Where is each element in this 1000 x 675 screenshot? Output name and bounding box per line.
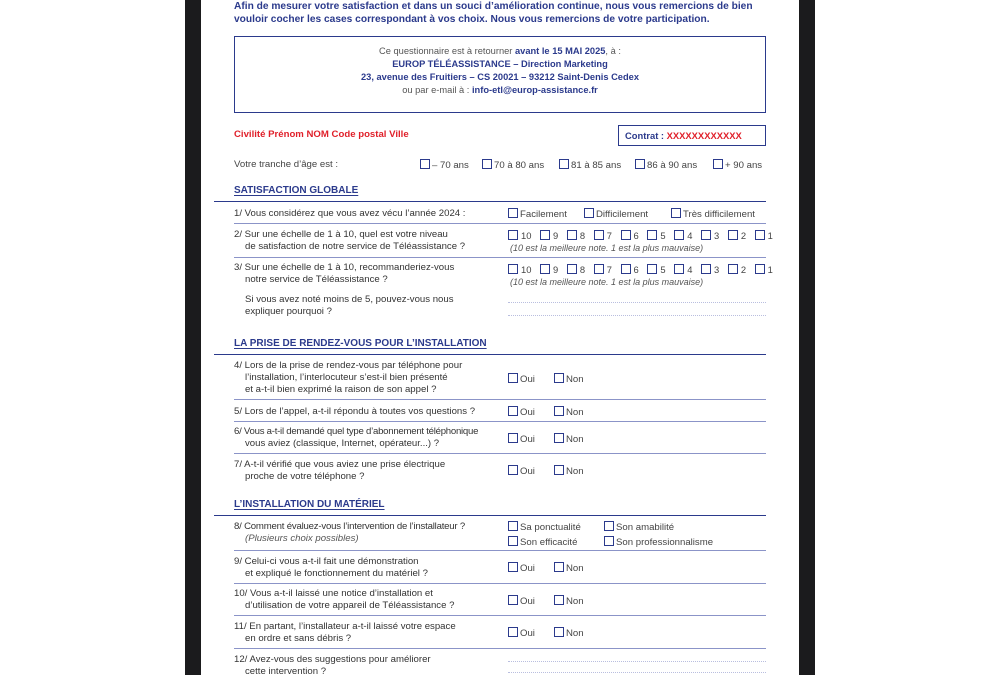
row-divider [234,421,766,422]
email-prefix: ou par e-mail à : [402,85,470,95]
checkbox[interactable] [540,230,550,240]
age-option-81-85[interactable] [559,159,621,171]
question-text: 9/ Celui-ci vous a-t-il fait une démonstration [234,556,419,567]
option-label: Son efficacité [520,537,578,548]
question-text: notre service de Téléassistance ? [245,274,388,285]
option-label: 70 à 80 ans [494,160,545,171]
row-divider [234,257,766,258]
row-divider [234,648,766,649]
question-10 [234,588,502,612]
scale-option-5[interactable] [647,264,668,275]
checkbox[interactable] [713,159,723,169]
scale-option-7[interactable] [594,264,615,275]
scale-option-2[interactable] [728,230,749,241]
scale-option-6[interactable] [621,230,642,241]
scale-option-5[interactable] [647,230,668,241]
question-text: 6/ Vous a-t-il demandé quel type d’abonnement téléphonique [234,426,479,437]
scale-label: 3 [714,230,720,241]
question-text: vous aviez (classique, Internet, opérateur...) ? [245,438,440,449]
row-divider [234,399,766,400]
question-hint: (Plusieurs choix possibles) [245,533,359,544]
scale-label: 10 [521,230,532,241]
question-1 [234,208,534,220]
scale-label: 10 [521,264,532,275]
option-label: Oui [520,628,535,639]
question-11 [234,621,502,645]
checkbox[interactable] [604,521,614,531]
scale-note: (10 est la meilleure note. 1 est la plus mauvaise) [510,243,704,253]
question-3 [234,262,502,286]
return-email-link[interactable]: info-etl@europ-assistance.fr [471,85,598,95]
option-label: Non [566,407,584,418]
checkbox[interactable] [508,264,518,274]
option-label: – 70 ans [432,160,469,171]
checkbox[interactable] [647,264,657,274]
question-6 [234,426,504,450]
checkbox[interactable] [540,264,550,274]
option-label: Non [566,374,584,385]
option-label: Oui [520,596,535,607]
return-deadline [235,45,765,58]
question-text: d’utilisation de votre appareil de Téléassistance ? [245,600,455,611]
scale-option-8[interactable] [567,264,588,275]
checkbox[interactable] [508,562,518,572]
q7-yes[interactable] [508,465,535,477]
scale-label: 6 [633,264,639,275]
section-divider [214,201,766,202]
q8-option-kindness[interactable] [604,521,674,533]
q8-option-punctuality[interactable] [508,521,581,533]
question-12 [234,654,502,675]
scale-label: 9 [553,230,559,241]
q7-no[interactable] [554,465,584,477]
q8-option-efficiency[interactable] [508,536,577,548]
checkbox[interactable] [420,159,430,169]
row-divider [234,615,766,616]
option-label: Non [566,466,584,477]
checkbox[interactable] [755,230,765,240]
scale-label: 2 [740,264,747,275]
checkbox[interactable] [621,230,631,240]
return-post: , à : [605,46,621,56]
question-text: 11/ En partant, l’installateur a-t-il laissé votre espace [234,621,456,632]
question-text: proche de votre téléphone ? [245,471,365,482]
q10-yes[interactable] [508,595,535,607]
question-text: 7/ A-t-il vérifié que vous aviez une prise électrique [234,459,446,470]
scale-option-3[interactable] [701,230,722,241]
option-label: Très difficilement [683,209,755,220]
question-text: 10/ Vous a-t-il laissé une notice d’installation et [234,588,433,599]
checkbox[interactable] [594,264,604,274]
scale-option-9[interactable] [540,230,561,241]
question-8 [234,521,509,545]
q6-yes[interactable] [508,433,535,445]
checkbox[interactable] [604,536,614,546]
row-divider [234,453,766,454]
checkbox[interactable] [594,230,604,240]
q11-no[interactable] [554,627,584,639]
question-4 [234,360,502,396]
checkbox[interactable] [508,595,518,605]
checkbox[interactable] [554,627,564,637]
checkbox[interactable] [482,159,492,169]
question-text: Si vous avez noté moins de 5, pouvez-vous nous [245,294,454,305]
checkbox[interactable] [508,406,518,416]
question-text: de satisfaction de notre service de Téléassistance ? [245,241,466,252]
section-divider [214,354,766,355]
checkbox[interactable] [674,264,684,274]
scale-label: 5 [660,230,666,241]
section-title-installation: L’INSTALLATION DU MATÉRIEL [234,499,385,510]
row-divider [234,583,766,584]
checkbox[interactable] [508,230,518,240]
contract-number: XXXXXXXXXXXX [666,130,742,141]
scale-option-10[interactable] [508,264,534,275]
contract-label: Contrat : [625,130,665,141]
row-divider [234,550,766,551]
scale-label: 4 [687,264,693,275]
option-label: + 90 ans [725,160,763,171]
question-2 [234,229,502,253]
row-divider [234,223,766,224]
checkbox[interactable] [635,159,645,169]
checkbox[interactable] [508,373,518,383]
scale-option-1[interactable] [755,264,776,275]
question-text: et expliqué le fonctionnement du matériel ? [245,568,428,579]
scale-label: 6 [633,230,639,241]
scale-option-2[interactable] [728,264,749,275]
question-text: expliquer pourquoi ? [245,306,332,317]
answer-line[interactable] [508,672,766,673]
scale-label: 8 [579,230,586,241]
question-9 [234,556,502,580]
checkbox[interactable] [647,230,657,240]
checkbox[interactable] [701,230,711,240]
option-label: Son amabilité [616,522,675,533]
scale-label: 3 [714,264,720,275]
question-text: et a-t-il bien exprimé la raison de son appel ? [245,384,437,395]
age-option-under-70[interactable] [420,159,469,171]
checkbox[interactable] [508,536,518,546]
option-label: 81 à 85 ans [571,160,622,171]
question-7 [234,459,502,483]
scale-label: 8 [579,264,586,275]
q5-no[interactable] [554,406,584,418]
scale-label: 5 [660,264,666,275]
checkbox[interactable] [508,433,518,443]
option-label: Son professionnalisme [616,537,714,548]
question-text: 5/ Lors de l’appel, a-t-il répondu à toutes vos questions ? [234,406,476,417]
age-option-70-80[interactable] [482,159,544,171]
scale-option-9[interactable] [540,264,561,275]
q6-no[interactable] [554,433,584,445]
question-text: 1/ Vous considérez que vous avez vécu l’année 2024 : [234,208,466,219]
option-label: 86 à 90 ans [647,160,698,171]
scale-label: 1 [767,264,773,275]
checkbox[interactable] [554,433,564,443]
identity-fields: Civilité Prénom NOM Code postal Ville [234,129,409,140]
option-label: Facilement [520,209,567,220]
answer-line[interactable] [508,315,766,316]
checkbox[interactable] [701,264,711,274]
question-text: en ordre et sans débris ? [245,633,352,644]
checkbox[interactable] [554,562,564,572]
checkbox[interactable] [584,208,594,218]
option-label: Oui [520,563,535,574]
question-5 [234,406,504,418]
question-text: 4/ Lors de la prise de rendez-vous par téléphone pour [234,360,463,371]
option-label: Non [566,563,584,574]
tablet-screen [201,0,799,675]
checkbox[interactable] [508,627,518,637]
checkbox[interactable] [674,230,684,240]
intro-line-1: Afin de mesurer votre satisfaction et dans un souci d’amélioration continue, nous vous remercions de bien [234,1,753,12]
section-divider [214,515,766,516]
question-text: cette intervention ? [245,666,327,675]
checkbox[interactable] [567,230,577,240]
checkbox[interactable] [671,208,681,218]
scale-option-7[interactable] [594,230,615,241]
q8-option-professionalism[interactable] [604,536,713,548]
checkbox[interactable] [508,208,518,218]
scale-note: (10 est la meilleure note. 1 est la plus mauvaise) [510,277,704,287]
return-company: EUROP TÉLÉASSISTANCE – Direction Marketing [392,59,608,69]
age-option-86-90[interactable] [635,159,697,171]
q1-option-difficult[interactable] [584,208,648,220]
answer-line[interactable] [508,661,766,662]
q3-scale [508,264,779,275]
checkbox[interactable] [508,521,518,531]
checkbox[interactable] [508,465,518,475]
q2-scale [508,230,779,241]
return-pre: Ce questionnaire est à retourner [379,46,513,56]
scale-label: 4 [687,230,693,241]
q10-no[interactable] [554,595,584,607]
question-text: 3/ Sur une échelle de 1 à 10, recommanderiez-vous [234,262,455,273]
option-label: Oui [520,466,535,477]
q11-yes[interactable] [508,627,535,639]
scale-label: 9 [553,264,559,275]
checkbox[interactable] [554,465,564,475]
section-title-appointment: LA PRISE DE RENDEZ-VOUS POUR L’INSTALLATION [234,338,487,349]
scale-option-10[interactable] [508,230,534,241]
option-label: Sa ponctualité [520,522,581,533]
checkbox[interactable] [567,264,577,274]
checkbox[interactable] [728,230,738,240]
scale-option-4[interactable] [674,264,695,275]
checkbox[interactable] [554,595,564,605]
q1-option-easily[interactable] [508,208,567,220]
scale-option-3[interactable] [701,264,722,275]
checkbox[interactable] [559,159,569,169]
section-title-global-satisfaction: SATISFACTION GLOBALE [234,185,359,196]
age-option-over-90[interactable] [713,159,762,171]
question-text: 12/ Avez-vous des suggestions pour améliorer [234,654,431,665]
q4-no[interactable] [554,373,584,385]
scale-label: 7 [606,264,612,275]
option-label: Difficilement [596,209,649,220]
checkbox[interactable] [554,406,564,416]
return-address: 23, avenue des Fruitiers – CS 20021 – 93212 Saint-Denis Cedex [360,72,640,82]
option-label: Non [566,434,584,445]
q9-no[interactable] [554,562,584,574]
q1-option-very-difficult[interactable] [671,208,755,220]
contract-box [618,125,766,146]
return-instructions-box [234,36,766,113]
intro-text [234,0,766,26]
scale-label: 7 [606,230,612,241]
scale-label: 2 [740,230,747,241]
intro-line-2: vouloir cocher les cases correspondant à vos choix. Nous vous remercions de votre participation. [234,14,710,25]
scale-option-4[interactable] [674,230,695,241]
scale-option-1[interactable] [755,230,776,241]
checkbox[interactable] [621,264,631,274]
option-label: Oui [520,434,535,445]
question-text: 8/ Comment évaluez-vous l’intervention de l’installateur ? [234,521,466,532]
question-text: 2/ Sur une échelle de 1 à 10, quel est votre niveau [234,229,448,240]
scale-option-8[interactable] [567,230,588,241]
option-label: Oui [520,374,535,385]
checkbox[interactable] [755,264,765,274]
checkbox[interactable] [728,264,738,274]
checkbox[interactable] [554,373,564,383]
scale-option-6[interactable] [621,264,642,275]
answer-line[interactable] [508,302,766,303]
option-label: Non [566,596,584,607]
option-label: Non [566,628,584,639]
question-text: l’installation, l’interlocuteur s’est-il bien présenté [245,372,448,383]
q9-yes[interactable] [508,562,535,574]
q4-yes[interactable] [508,373,535,385]
question-3-followup [245,294,513,318]
age-label: Votre tranche d’âge est : [234,159,338,170]
return-deadline-date: avant le 15 MAI 2025 [514,46,606,56]
q5-yes[interactable] [508,406,535,418]
option-label: Oui [520,407,535,418]
scale-label: 1 [767,230,773,241]
